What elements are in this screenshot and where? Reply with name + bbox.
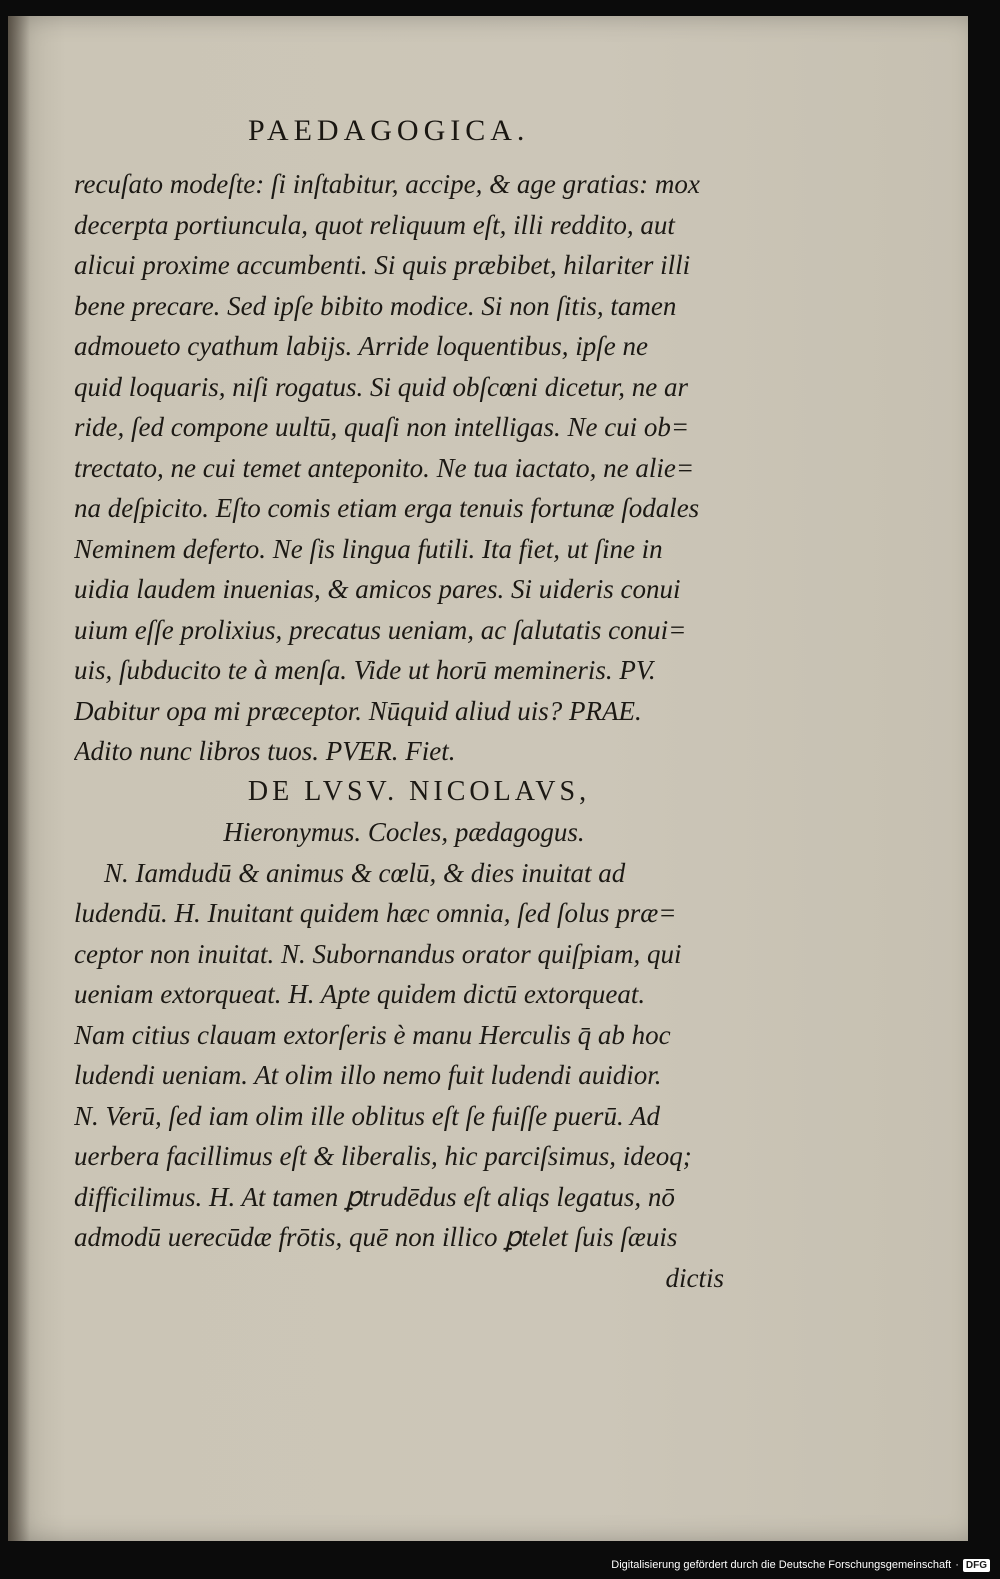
text-line: admoueto cyathum labijs. Arride loquentibus, ipſe ne: [74, 331, 648, 361]
page-body: [74, 164, 734, 1298]
text-line: N. Verū, ſed iam olim ille oblitus eſt ſe fuiſſe puerū. Ad: [74, 1100, 660, 1131]
text-line: ride, ſed compone uultū, quaſi non intelligas. Ne cui ob=: [74, 412, 690, 442]
text-line: uis, ſubducito te à menſa. Vide ut horū memineris. PV.: [74, 655, 656, 685]
text-line: Adito nunc libros tuos. PVER. Fiet.: [74, 736, 456, 766]
text-line: na deſpicito. Eſto comis etiam erga tenuis fortunæ ſodales: [74, 493, 700, 523]
text-line: ludendi ueniam. At olim illo nemo fuit ludendi auidior.: [74, 1060, 662, 1090]
text-line: bene precare. Sed ipſe bibito modice. Si non ſitis, tamen: [74, 290, 677, 321]
text-line: Neminem deferto. Ne ſis lingua futili. Ita fiet, ut ſine in: [74, 533, 663, 564]
funding-footer: Digitalisierung gefördert durch die Deutsche Forschungsgemeinschaft · DFG: [611, 1556, 990, 1574]
funding-note: Digitalisierung gefördert durch die Deutsche Forschungsgemeinschaft: [611, 1559, 952, 1571]
running-head: PAEDAGOGICA.: [248, 114, 530, 147]
text-line: uium eſſe prolixius, precatus ueniam, ac ſalutatis conui=: [74, 614, 687, 645]
text-line: uerbera facillimus eſt & liberalis, hic parciſsimus, ideoq;: [74, 1141, 692, 1171]
text-line: decerpta portiuncula, quot reliquum eſt, illi reddito, aut: [74, 209, 675, 240]
text-line: admodū uerecūdæ frōtis, quē non illico ꝑtelet ſuis ſæuis: [74, 1222, 678, 1252]
text-line: difficilimus. H. At tamen ꝑtrudēdus eſt aliqs legatus, nō: [74, 1181, 675, 1212]
text-line: ceptor non inuitat. N. Subornandus orator quiſpiam, qui: [74, 938, 682, 969]
catchword: dictis: [665, 1262, 724, 1293]
dfg-logo: DFG: [963, 1559, 990, 1572]
book-page: [8, 16, 968, 1541]
text-line: Dabitur opa mi præceptor. Nūquid aliud uis? PRAE.: [74, 695, 642, 726]
text-line: uidia laudem inuenias, & amicos pares. Si uideris conui: [74, 574, 681, 604]
text-line: quid loquaris, niſi rogatus. Si quid obſcœni dicetur, ne ar: [74, 371, 689, 402]
text-line: recuſato modeſte: ſi inſtabitur, accipe, & age gratias: mox: [74, 169, 700, 199]
section-subtitle: Hieronymus. Cocles, pædagogus.: [223, 817, 585, 847]
text-line: alicui proxime accumbenti. Si quis præbibet, hilariter illi: [74, 250, 691, 280]
text-line: trectato, ne cui temet anteponito. Ne tua iactato, ne alie=: [74, 452, 695, 483]
section-title: DE LVSV. NICOLAVS,: [247, 775, 591, 807]
text-line: Nam citius clauam extorſeris è manu Herculis q̄ ab hoc: [74, 1019, 671, 1050]
text-line: ludendū. H. Inuitant quidem hæc omnia, ſed ſolus præ=: [74, 898, 677, 928]
text-line: N. Iamdudū & animus & cœlū, & dies inuitat ad: [104, 857, 626, 888]
text-line: ueniam extorqueat. H. Apte quidem dictū extorqueat.: [74, 979, 646, 1009]
